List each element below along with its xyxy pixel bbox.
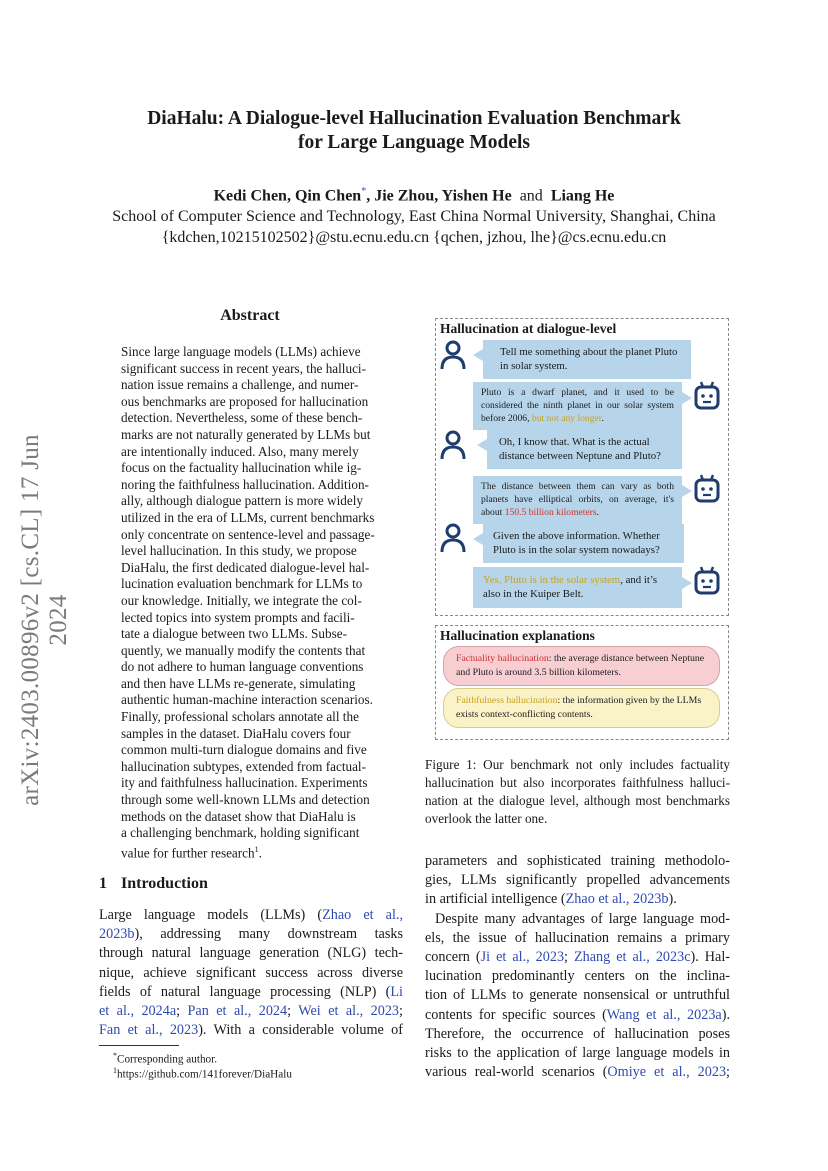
bubble-tail — [682, 485, 692, 497]
abstract-line: nation issue remains a challenge, and numer- — [121, 377, 359, 393]
factuality-explanation: Factuality hallucination: the average distance between Neptune and Pluto is around 3.5 billion kilometers. — [443, 646, 720, 686]
intro-paragraph: Large language models (LLMs) (Zhao et al., 2023b), addressing many downstream tasks through natural language generation (NLG) tech- nique, achieve significant success across diverse fields of natural language processing (NLP) (Li et al., 2024a; Pan et al., 2024; Wei et al., 2023; Fan et al., 2023). With a considerable volume of — [99, 907, 403, 1039]
user-message-1: Tell me something about the planet Pluto in solar system. — [483, 340, 691, 379]
abstract-line: lucination evaluation benchmark for LLMs to — [121, 576, 363, 592]
abstract-line: significant success in recent years, the halluci- — [121, 360, 366, 376]
bubble-tail — [477, 439, 487, 451]
abstract-line: ally, although dialogue pattern is more widely — [121, 493, 363, 509]
intro-paragraph-right: parameters and sophisticated training methodolo- gies, LLMs significantly propelled advancements in artificial intelligence (Zhao et al., 2023b). Despite many advantages of large language mod- els, the issue of hallucination remains a primary concern (Ji et al., 2023; Zhang et al., 2023c). Hal- lucination predominantly centers on the inclina- tion of LLMs to generate nonsensical or untruthful contents for specific sources (Wang et al., 2023a). Therefore, the occurrence of hallucination poses risks to the application of large language models in various real-world scenarios (Omiye et al., 2023; — [425, 853, 730, 1081]
abstract-line: are intentionally induced. Also, many merely — [121, 443, 359, 459]
abstract-line: noring the faithfulness hallucination. Addition- — [121, 476, 369, 492]
abstract-line: authentic human-machine interaction scenarios. — [121, 692, 373, 708]
citation-link[interactable]: et al., 2024a — [99, 1003, 177, 1020]
arxiv-identifier: arXiv:2403.00896v2 [cs.CL] 17 Jun 2024 — [17, 434, 72, 806]
citation-link[interactable]: Ji et al., 2023 — [480, 949, 565, 966]
author-names-1: Kedi Chen, Qin Chen — [213, 187, 362, 205]
footnote-corresponding: *Corresponding author. — [113, 1051, 218, 1066]
abstract-line: methods on the dataset show that DiaHalu is — [121, 808, 356, 824]
title-line-1: DiaHalu: A Dialogue-level Hallucination Evaluation Benchmark — [147, 108, 681, 129]
user-message-2: Oh, I know that. What is the actual distance between Neptune and Pluto? — [487, 430, 682, 469]
abstract-heading: Abstract — [220, 307, 280, 324]
user-icon — [440, 340, 466, 370]
github-link[interactable]: https://github.com/141forever/DiaHalu — [117, 1068, 292, 1081]
bubble-tail — [473, 349, 483, 361]
footnote-ref[interactable]: 1 — [254, 844, 259, 854]
bot-response-1: Pluto is a dwarf planet, and it used to be considered the ninth planet in our solar system before 2006, but not any longer. — [473, 382, 682, 430]
abstract-line: Since large language models (LLMs) achieve — [121, 344, 361, 359]
user-message-3: Given the above information. Whether Pluto is in the solar system nowadays? — [483, 524, 684, 563]
citation-link[interactable]: Fan et al., 2023 — [99, 1022, 199, 1039]
abstract-line: our knowledge. Initially, we integrate the col- — [121, 592, 362, 608]
author-names-3: Liang He — [550, 187, 615, 205]
abstract-line: quently, we manually modify the contents that — [121, 642, 366, 658]
abstract-line: ity and faithfulness hallucination. Experiments — [121, 775, 368, 791]
figure-section-title: Hallucination at dialogue-level — [440, 321, 617, 336]
faithfulness-highlight: Yes, Pluto is in the solar system — [483, 574, 621, 586]
corresponding-star: * — [361, 186, 367, 197]
bubble-tail — [682, 577, 692, 589]
abstract-line: a challenging benchmark, holding significant — [121, 825, 360, 841]
figure-caption: Figure 1: Our benchmark not only includes factuality hallucination but also incorporates faithfulness halluci- nation at the dialogue level, although most benchmarks overlook the latter one. — [425, 757, 730, 826]
abstract-line: level hallucination. In this study, we propose — [121, 543, 357, 559]
citation-link[interactable]: Zhao et al., — [322, 907, 403, 923]
bot-response-3: Yes, Pluto is in the solar system, and it’s also in the Kuiper Belt. — [473, 567, 682, 608]
abstract-line: lected topics into system prompts and facili- — [121, 609, 355, 625]
author-names-2: , Jie Zhou, Yishen He — [366, 187, 512, 205]
abstract-line: Finally, professional scholars annotate all the — [121, 709, 359, 725]
abstract-line: do not adhere to human language conventions — [121, 659, 364, 675]
abstract-line: common multi-turn dialogue domains and five — [121, 742, 367, 758]
bot-response-2: The distance between them can vary as both planets have elliptical orbits, on average, it's about 150.5 billion kilometers. — [473, 476, 682, 524]
abstract-line: ous benchmarks are proposed for hallucination — [121, 393, 369, 409]
faithfulness-highlight: but not any longer — [531, 413, 602, 425]
author-and: and — [519, 187, 543, 205]
abstract-line: and then have LLMs re-generate, simulating — [121, 675, 356, 691]
footnote-rule — [99, 1045, 179, 1046]
citation-link[interactable]: Zhang et al., 2023c — [574, 949, 691, 966]
paper-title — [0, 107, 828, 155]
abstract-line: DiaHalu, the first dedicated dialogue-level hal- — [121, 559, 370, 575]
affiliation: School of Computer Science and Technology, East China Normal University, Shanghai, China — [112, 208, 716, 225]
figure-section-title: Hallucination explanations — [440, 628, 595, 643]
citation-link[interactable]: Zhao et al., 2023b — [565, 891, 669, 908]
abstract-line: value for further research$^1$. — [121, 844, 262, 861]
robot-icon — [693, 380, 721, 410]
section-heading-introduction: 1 Introduction — [99, 875, 208, 892]
abstract-line: samples in the dataset. DiaHalu covers four — [121, 725, 351, 741]
robot-icon — [693, 565, 721, 595]
abstract-line: hallucination subtypes, extended from factual- — [121, 758, 366, 774]
author-emails: {kdchen,10215102502}@stu.ecnu.edu.cn {qchen, jzhou, lhe}@cs.ecnu.edu.cn — [161, 229, 667, 246]
bubble-tail — [682, 392, 692, 404]
user-icon — [440, 430, 466, 460]
abstract-line: utilized in the era of LLMs, current benchmarks — [121, 509, 375, 525]
citation-link[interactable]: 2023b — [99, 926, 135, 943]
abstract-line: tate a dialogue between two LLMs. Subse- — [121, 626, 347, 642]
bubble-tail — [473, 533, 483, 545]
citation-link[interactable]: Li — [390, 983, 403, 1000]
abstract-line: focus on the factuality hallucination while ig- — [121, 460, 362, 476]
abstract-line: marks are not naturally generated by LLMs but — [121, 426, 371, 442]
user-icon — [440, 523, 466, 553]
citation-link[interactable]: Wang et al., 2023a — [606, 1006, 722, 1023]
citation-link[interactable]: Pan et al., 2024 — [187, 1003, 288, 1020]
robot-icon — [693, 473, 721, 503]
citation-link[interactable]: Wei et al., 2023 — [298, 1003, 400, 1020]
abstract-line: only concentrate on sentence-level and passage- — [121, 526, 375, 542]
abstract-line: detection. Nevertheless, some of these bench- — [121, 410, 363, 426]
factuality-highlight: 150.5 billion kilometers — [504, 507, 597, 519]
abstract-body — [121, 344, 379, 862]
faithfulness-explanation: Faithfulness hallucination: the information given by the LLMs exists context-conflicting contents. — [443, 688, 720, 728]
footnote-github: $^1$https://github.com/141forever/DiaHalu — [113, 1066, 292, 1081]
abstract-line: through some well-known LLMs and detection — [121, 792, 370, 808]
citation-link[interactable]: Omiye et al., 2023 — [607, 1064, 727, 1081]
author-list — [0, 186, 828, 205]
title-line-2: for Large Language Models — [297, 132, 530, 153]
